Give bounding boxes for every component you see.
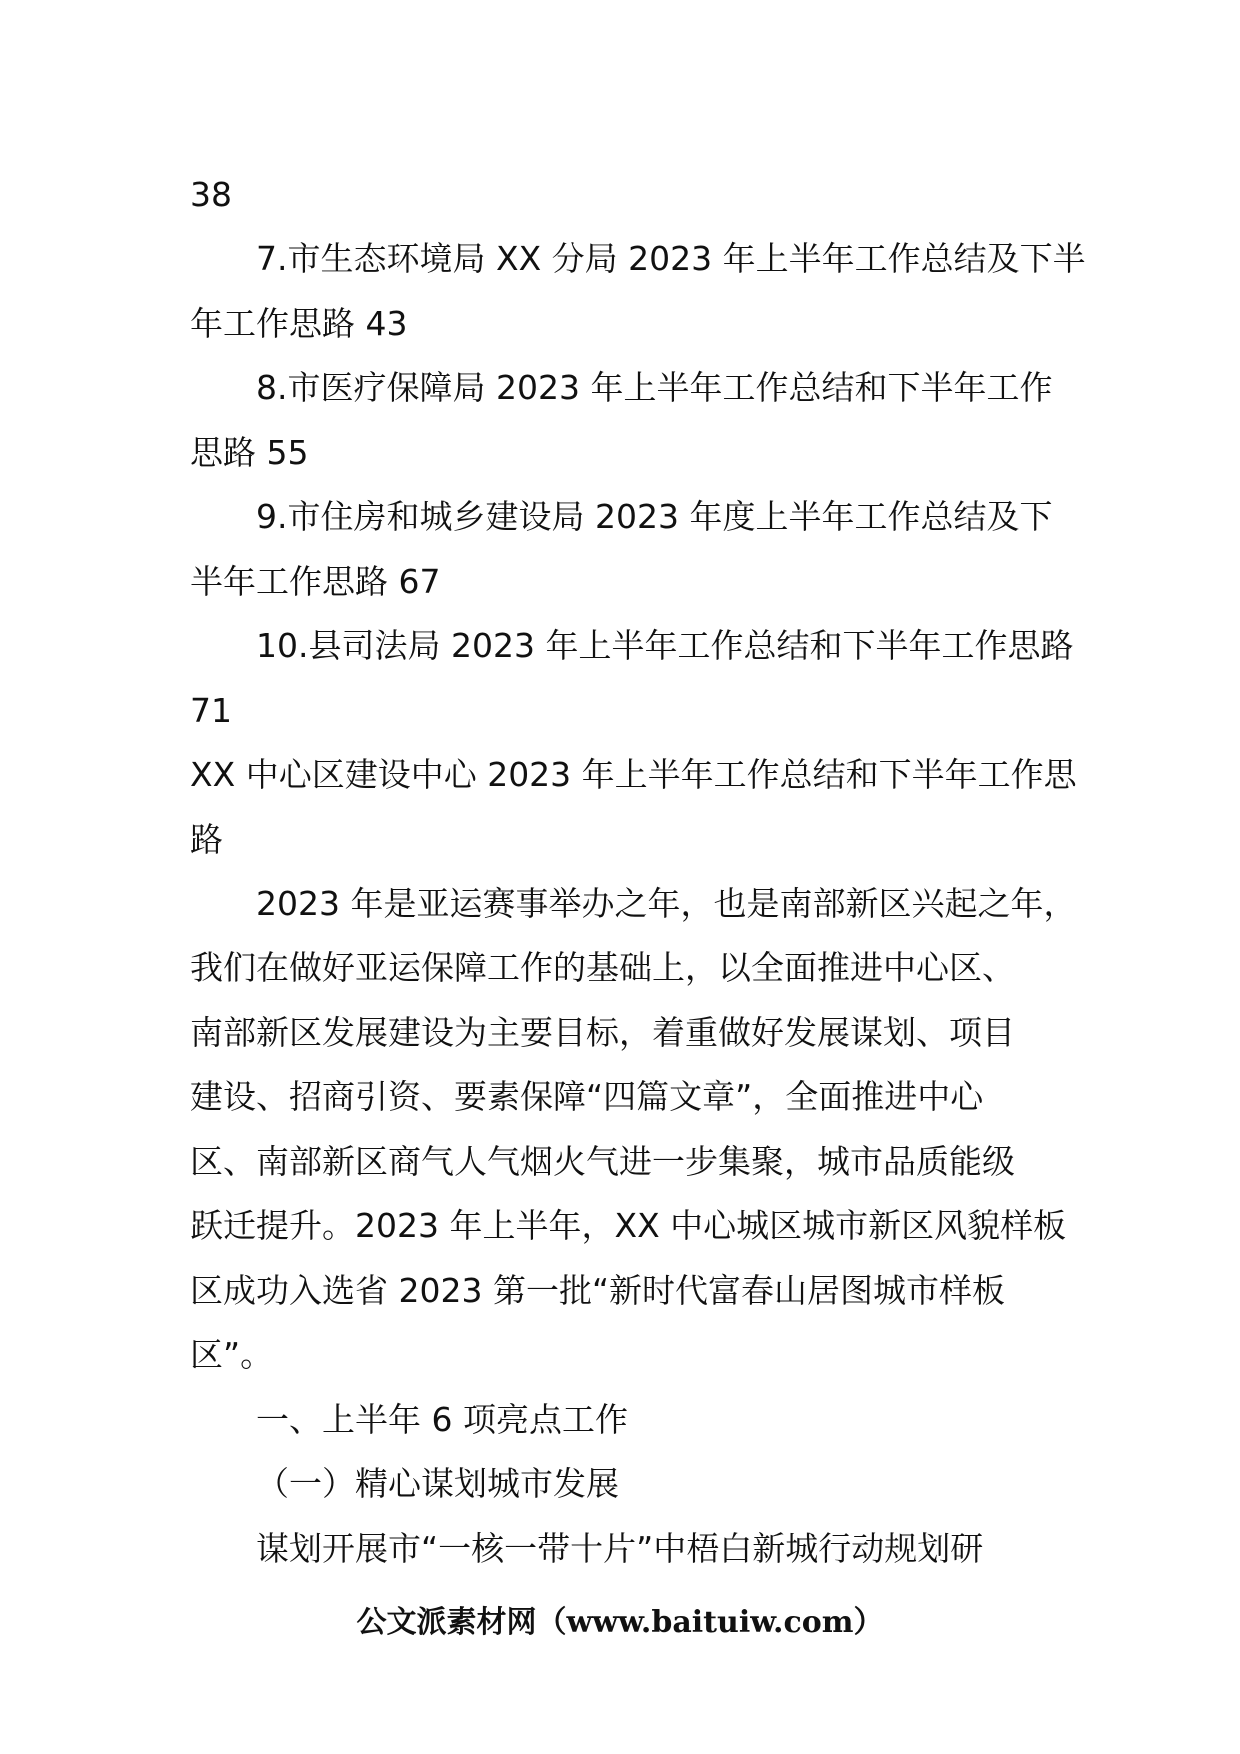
body-paragraph-line: 建设、招商引资、要素保障“四篇文章”，全面推进中心 — [190, 1077, 984, 1116]
toc-page-number: 38 — [190, 175, 232, 214]
footer-watermark: 公文派素材网（www.baituiw.com） — [356, 1605, 884, 1640]
body-paragraph-line: 南部新区发展建设为主要目标，着重做好发展谋划、项目 — [190, 1013, 1015, 1052]
toc-entry-10: 10.县司法局 2023 年上半年工作总结和下半年工作思路 — [256, 626, 1074, 665]
toc-entry-10-continued: 71 — [190, 691, 232, 730]
body-paragraph-line: 跃迁提升。2023 年上半年，XX 中心城区城市新区风貌样板 — [190, 1206, 1067, 1245]
body-paragraph-line: 区成功入选省 2023 第一批“新时代富春山居图城市样板 — [190, 1271, 1006, 1310]
heading-level-2: （一）精心谋划城市发展 — [256, 1464, 619, 1503]
toc-entry-9: 9.市住房和城乡建设局 2023 年度上半年工作总结及下 — [256, 497, 1053, 536]
toc-entry-9-continued: 半年工作思路 67 — [190, 562, 441, 601]
section-title: XX 中心区建设中心 2023 年上半年工作总结和下半年工作思 — [190, 755, 1077, 794]
toc-entry-8-continued: 思路 55 — [190, 433, 309, 472]
section-title-continued: 路 — [190, 820, 223, 859]
body-paragraph-line: 区、南部新区商气人气烟火气进一步集聚，城市品质能级 — [190, 1142, 1015, 1181]
heading-level-1: 一、上半年 6 项亮点工作 — [256, 1400, 628, 1439]
toc-entry-8: 8.市医疗保障局 2023 年上半年工作总结和下半年工作 — [256, 368, 1053, 407]
body-paragraph-line: 区”。 — [190, 1335, 274, 1374]
body-paragraph-line: 谋划开展市“一核一带十片”中梧白新城行动规划研 — [256, 1529, 984, 1568]
body-paragraph-line: 2023 年是亚运赛事举办之年，也是南部新区兴起之年， — [256, 884, 1077, 923]
toc-entry-7: 7.市生态环境局 XX 分局 2023 年上半年工作总结及下半 — [256, 239, 1086, 278]
toc-entry-7-continued: 年工作思路 43 — [190, 304, 408, 343]
body-paragraph-line: 我们在做好亚运保障工作的基础上，以全面推进中心区、 — [190, 948, 1015, 987]
